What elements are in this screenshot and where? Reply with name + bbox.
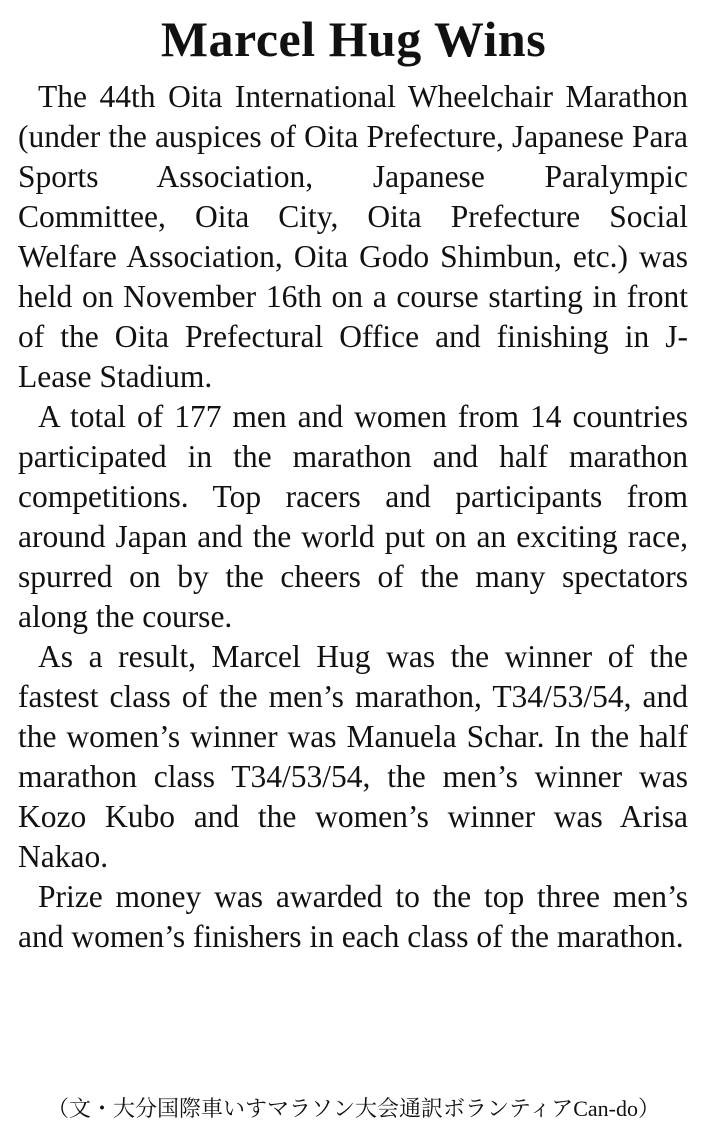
article-paragraph: The 44th Oita International Wheelchair Marathon (under the auspices of Oita Prefecture, Japanese Para Sports Association, Japanese Paralympic Committee, Oita City, Oita Prefecture Social Welfare Association, Oita Godo Shimbun, etc.) was held on November 16th on a course starting in front of the Oita Prefectural Office and finishing in J-Lease Stadium. xyxy=(18,79,688,394)
article-body xyxy=(18,77,688,957)
article-paragraph: A total of 177 men and women from 14 countries participated in the marathon and half marathon competitions. Top racers and participants from around Japan and the world put on an exciting race, spurred on by the cheers of the many spectators along the course. xyxy=(18,399,688,634)
article-paragraph: As a result, Marcel Hug was the winner of the fastest class of the men’s marathon, T34/53/54, and the women’s winner was Manuela Schar. In the half marathon class T34/53/54, the men’s winner was Kozo Kubo and the women’s winner was Arisa Nakao. xyxy=(18,639,688,874)
article-headline: Marcel Hug Wins xyxy=(160,11,547,67)
article-byline: （文・大分国際車いすマラソン大会通訳ボランティアCan-do） xyxy=(46,1096,660,1121)
article-paragraph: Prize money was awarded to the top three men’s and women’s finishers in each class of the marathon. xyxy=(18,879,688,954)
